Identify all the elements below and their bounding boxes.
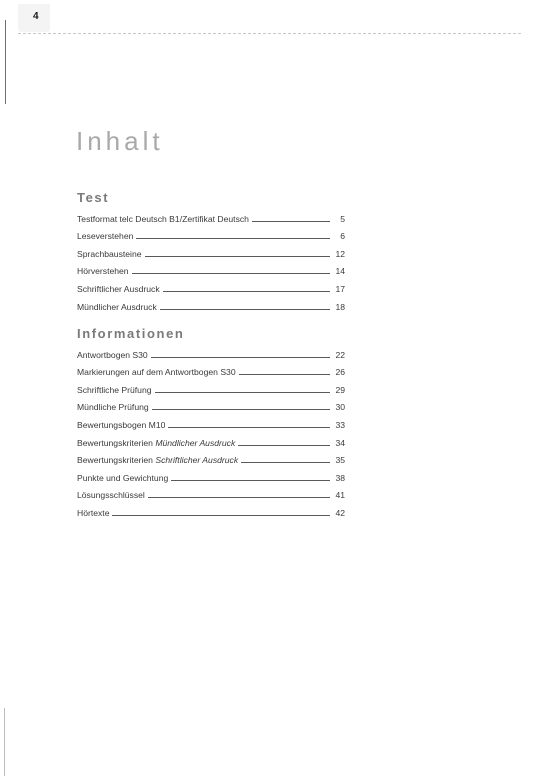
toc-entry[interactable] [77,259,345,277]
toc-entry-label-text: Mündliche Prüfung [77,402,149,413]
toc-entry-page: 29 [335,384,345,395]
toc-entry-label-text: Bewertungsbogen M10 [77,419,166,430]
toc-entry-page: 41 [335,490,345,501]
toc-entry[interactable] [77,465,345,483]
toc-entry-label [77,266,129,276]
toc-entry-label-text: Testformat telc Deutsch B1/Zertifikat Deutsch [77,213,249,224]
toc-leader-line [112,515,330,516]
toc-entry-label-text: Lösungsschlüssel [77,490,145,501]
toc-entry-label [77,284,160,294]
toc-entry[interactable] [77,395,345,413]
toc-entry-page: 26 [335,367,345,378]
toc-entry[interactable] [77,206,345,224]
toc-entry-page: 22 [335,349,345,360]
toc-entry[interactable] [77,342,345,360]
toc-leader-line [171,480,330,481]
toc-entry-page: 12 [335,248,345,259]
toc-entry[interactable] [77,500,345,518]
toc-entry-label-text: Bewertungskriterien [77,437,156,448]
toc-entry-label [77,473,168,483]
toc-leader-line [151,357,330,358]
toc-entry-label-text: Leseverstehen [77,231,134,242]
toc-entry-page: 35 [335,455,345,466]
toc-entry-page: 34 [335,437,345,448]
toc-leader-line [168,427,330,428]
toc-entry-page: 17 [335,283,345,294]
toc-leader-line [155,392,330,393]
toc-entry-label-text: Markierungen auf dem Antwortbogen S30 [77,367,236,378]
toc-leader-line [241,462,330,463]
page-number: 4 [33,11,39,22]
toc-entry[interactable] [77,241,345,259]
toc-entry-label [77,420,165,430]
toc-entry-page: 42 [335,507,345,518]
toc-entry-label-text: Mündlicher Ausdruck [77,301,157,312]
toc-leader-line [160,309,330,310]
toc-entry-label-italic: Schriftlicher Ausdruck [155,455,239,466]
page-edge-line [5,20,6,104]
toc-entry[interactable] [77,412,345,430]
toc-entry-label-text: Hörverstehen [77,266,129,277]
toc-entry-label [77,490,145,500]
toc-entry-page: 14 [335,266,345,277]
toc-entry-label-text: Hörtexte [77,507,110,518]
toc-entry[interactable] [77,448,345,466]
toc-entry-label [77,302,157,312]
toc-entry-label [77,508,109,518]
toc-entry-label [77,402,149,412]
toc-entry[interactable] [77,483,345,501]
section-heading-test: Test [77,190,110,205]
toc-entry-label-text: Punkte und Gewichtung [77,472,169,483]
toc-leader-line [136,238,330,239]
toc-leader-line [238,445,330,446]
toc-entry-page: 6 [340,231,345,242]
toc-leader-line [152,409,330,410]
toc-entry[interactable] [77,377,345,395]
toc-entry-label [77,385,152,395]
toc-entry-label [77,350,148,360]
toc-leader-line [252,221,330,222]
toc-entry-page: 5 [340,213,345,224]
toc-entry-label-italic: Mündlicher Ausdruck [155,437,236,448]
toc-entry-label-text: Schriftlicher Ausdruck [77,283,160,294]
page-title: Inhalt [76,126,164,156]
toc-entry[interactable] [77,224,345,242]
toc-leader-line [132,273,330,274]
toc-entry-label-text: Bewertungskriterien [77,455,156,466]
toc-entry[interactable] [77,360,345,378]
toc-entry-label [77,249,142,259]
page-edge-line-bottom [4,708,5,776]
toc-list-test [77,206,345,312]
toc-entry-label-text: Sprachbausteine [77,248,142,259]
toc-entry-page: 33 [335,419,345,430]
toc-entry-page: 38 [335,472,345,483]
toc-list-informationen [77,342,345,518]
toc-entry[interactable] [77,430,345,448]
section-heading-informationen: Informationen [77,326,185,341]
toc-entry-label-text: Antwortbogen S30 [77,349,148,360]
toc-entry-label [77,438,235,448]
toc-leader-line [239,374,330,375]
toc-leader-line [148,497,330,498]
toc-entry[interactable] [77,294,345,312]
toc-entry-label [77,231,133,241]
toc-entry-label [77,214,249,224]
toc-leader-line [145,256,331,257]
toc-entry-label [77,367,236,377]
toc-entry-label [77,455,238,465]
toc-entry-page: 30 [335,402,345,413]
toc-entry-label-text: Schriftliche Prüfung [77,384,152,395]
header-divider [18,33,521,34]
toc-entry-page: 18 [335,301,345,312]
toc-leader-line [163,291,330,292]
toc-entry[interactable] [77,276,345,294]
